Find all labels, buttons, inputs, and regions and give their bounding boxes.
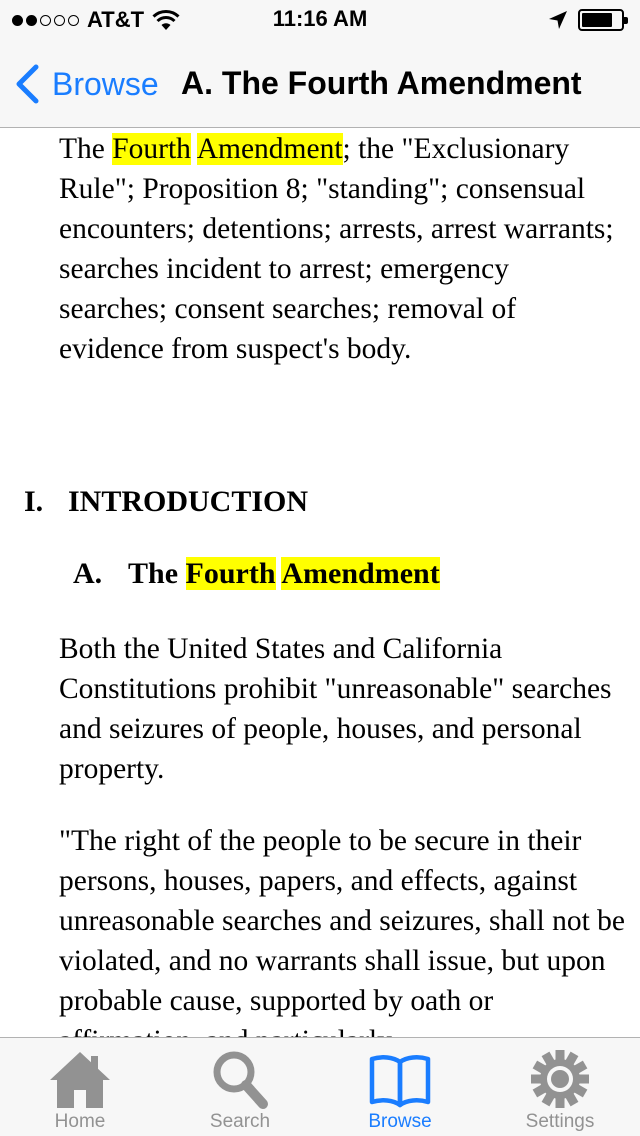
home-icon xyxy=(47,1048,113,1110)
status-time: 11:16 AM xyxy=(272,6,368,31)
subsection-number: A. xyxy=(73,557,103,590)
tab-home[interactable] xyxy=(0,1038,160,1136)
tab-browse[interactable] xyxy=(320,1038,480,1136)
summary-space xyxy=(191,133,197,165)
carrier-name: AT&T xyxy=(87,7,145,32)
search-highlight: Fourth xyxy=(112,133,191,165)
location-arrow-icon xyxy=(548,10,568,30)
back-button[interactable] xyxy=(14,62,159,106)
summary-text-rest: ; the "Exclusionary Rule"; Proposition 8; "standing"; consensual encounters; detentions; arrests, arrest warrants; searches incident to arrest; emergency searches; consent searches; removal of evidence from suspect's body. xyxy=(59,133,614,365)
tab-search[interactable] xyxy=(160,1038,320,1136)
tab-browse-label: Browse xyxy=(368,1111,432,1132)
search-highlight: Fourth xyxy=(185,557,276,590)
tab-home-label: Home xyxy=(54,1111,106,1132)
battery-level xyxy=(582,13,612,27)
search-icon xyxy=(207,1048,273,1110)
search-highlight: Amendment xyxy=(281,557,440,590)
battery-icon xyxy=(578,9,624,31)
gear-icon xyxy=(527,1048,593,1110)
status-right xyxy=(548,9,624,31)
navigation-bar xyxy=(0,40,640,128)
search-highlight: Amendment xyxy=(196,133,343,165)
quote-paragraph: "The right of the people to be secure in their persons, houses, papers, and effects, against unreasonable searches and seizures, shall not be violated, and no warrants shall issue, but upon probable cause, supported by oath or xyxy=(59,825,626,1017)
back-button-label: Browse xyxy=(52,65,159,102)
tab-search-label: Search xyxy=(209,1111,271,1132)
tab-settings[interactable] xyxy=(480,1038,640,1136)
body-paragraph: Both the United States and California Constitutions prohibit "unreasonable" searches and seizures of people, houses, and personal property. xyxy=(59,633,612,785)
tab-settings-label: Settings xyxy=(525,1111,595,1132)
summary-text-start: The xyxy=(59,133,113,165)
section-title: INTRODUCTION xyxy=(68,485,309,518)
chevron-left-icon xyxy=(14,64,40,104)
section-number: I. xyxy=(24,485,44,518)
status-bar xyxy=(0,0,640,40)
book-icon xyxy=(367,1048,433,1110)
subsection-title xyxy=(128,557,440,591)
tab-bar xyxy=(0,1037,640,1136)
section-heading xyxy=(24,485,308,519)
subsection-title-start: The xyxy=(128,557,186,590)
subsection-heading xyxy=(73,557,440,591)
page-title: A. The Fourth Amendment xyxy=(181,65,582,101)
summary-paragraph xyxy=(59,129,619,369)
document-content[interactable] xyxy=(0,129,640,1037)
